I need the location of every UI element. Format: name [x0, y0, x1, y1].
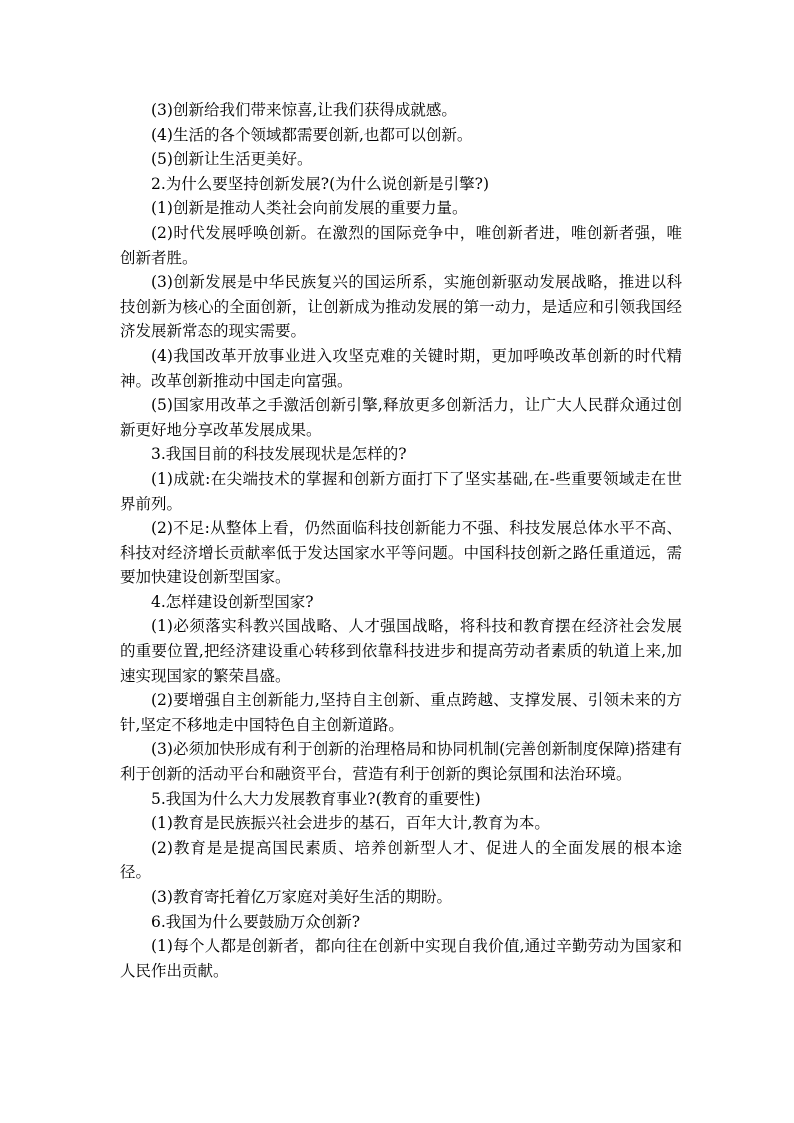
paragraph-4-1: (1)必须落实科教兴国战略、人才强国战略，将科技和教育摆在经济社会发展的重要位置,把经济建设重心转移到依靠科技进步和提高劳动者素质的轨道上来,加速实现国家的繁荣昌盛。: [120, 617, 682, 685]
paragraph-4-3: (3)必须加快形成有利于创新的治理格局和协同机制(完善创新制度保障)搭建有利于创新的活动平台和融资平台，营造有利于创新的舆论氛围和法治环境。: [120, 740, 682, 784]
paragraph-3-2: (2)不足:从整体上看，仍然面临科技创新能力不强、科技发展总体水平不高、科技对经济增长贡献率低于发达国家水平等问题。中国科技创新之路任重道远，需要加快建设创新型国家。: [120, 519, 682, 587]
paragraph-3-1: (1)成就:在尖端技术的掌握和创新方面打下了坚实基础,在-些重要领域走在世界前列。: [120, 469, 682, 513]
paragraph-item-3-surprise: (3)创新给我们带来惊喜,让我们获得成就感。: [151, 101, 457, 119]
paragraph-2-1: (1)创新是推动人类社会向前发展的重要力量。: [151, 199, 468, 218]
paragraph-2-4: (4)我国改革开放事业进入攻坚克难的关键时期，更加呼唤改革创新的时代精神。改革创新推动中国走向富强。: [120, 346, 682, 390]
paragraph-2-2: (2)时代发展呼唤创新。在激烈的国际竞争中，唯创新者进，唯创新者强，唯创新者胜。: [120, 223, 682, 267]
document-body: [120, 98, 682, 983]
paragraph-item-5-better-life: (5)创新让生活更美好。: [151, 150, 313, 169]
section-heading-5: 5.我国为什么大力发展教育事业?(教育的重要性): [151, 789, 481, 808]
paragraph-5-3: (3)教育寄托着亿万家庭对美好生活的期盼。: [151, 888, 452, 906]
paragraph-5-1: (1)教育是民族振兴社会进步的基石，百年大计,教育为本。: [151, 814, 550, 833]
section-heading-3: 3.我国目前的科技发展现状是怎样的?: [151, 445, 407, 464]
section-heading-6: 6.我国为什么要鼓励万众创新?: [151, 912, 361, 931]
section-heading-4: 4.怎样建设创新型国家?: [151, 592, 314, 611]
paragraph-item-4-all-fields: (4)生活的各个领域都需要创新,也都可以创新。: [151, 125, 473, 144]
section-heading-2: 2.为什么要坚持创新发展?(为什么说创新是引擎?): [151, 174, 490, 193]
paragraph-4-2: (2)要增强自主创新能力,坚持自主创新、重点跨越、支撑发展、引领未来的方针,坚定不移地走中国特色自主创新道路。: [120, 691, 682, 734]
paragraph-6-1: (1)每个人都是创新者，都向往在创新中实现自我价值,通过辛勤劳动为国家和人民作出贡献。: [120, 937, 682, 980]
paragraph-5-2: (2)教育是是提高国民素质、培养创新型人才、促进人的全面发展的根本途径。: [120, 838, 682, 882]
paragraph-2-5: (5)国家用改革之手激活创新引擎,释放更多创新活力，让广大人民群众通过创新更好地分享改革发展成果。: [120, 396, 682, 439]
paragraph-2-3: (3)创新发展是中华民族复兴的国运所系，实施创新驱动发展战略，推进以科技创新为核心的全面创新，让创新成为推动发展的第一动力，是适应和引领我国经济发展新常态的现实需要。: [120, 273, 682, 341]
